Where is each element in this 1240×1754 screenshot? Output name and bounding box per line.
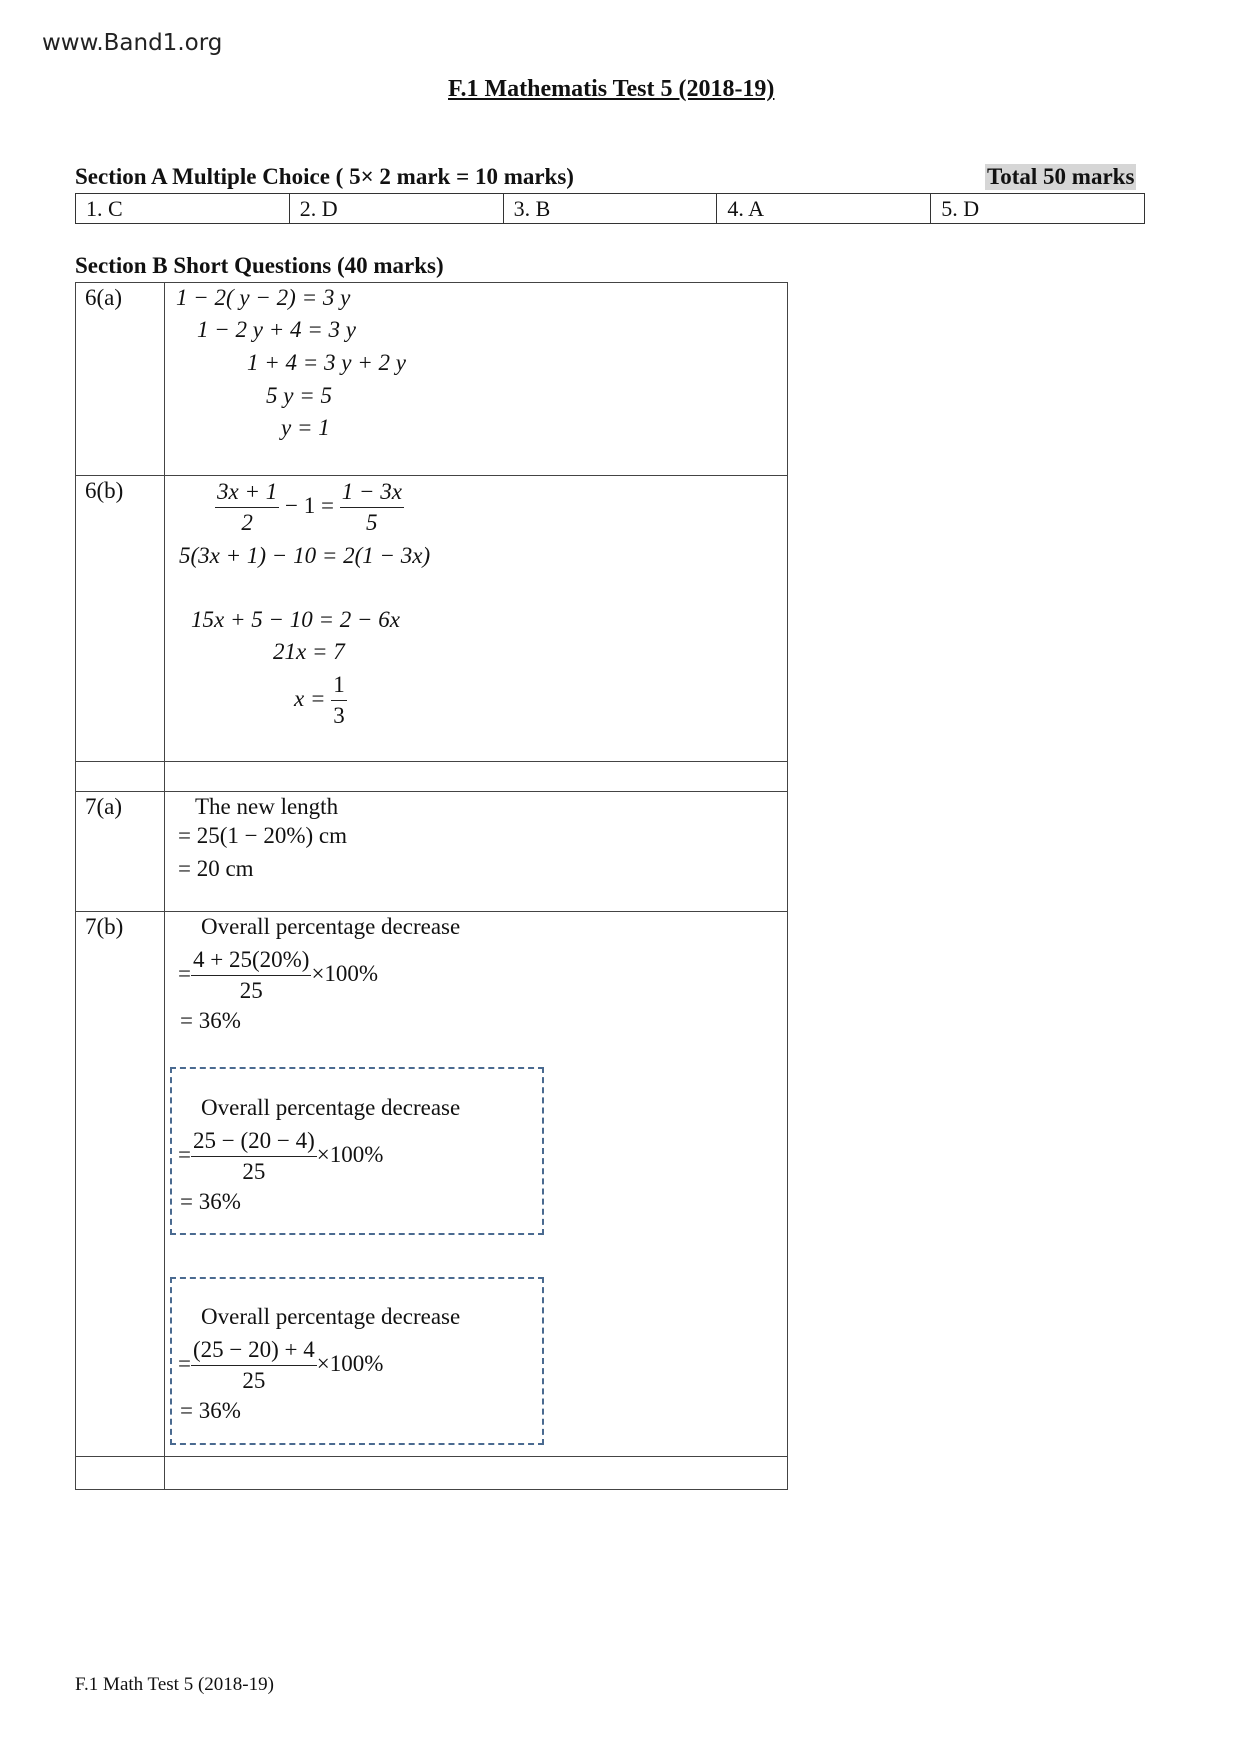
footer: F.1 Math Test 5 (2018-19) bbox=[75, 1674, 274, 1695]
mc-answer-table bbox=[75, 193, 1145, 224]
fraction-equation bbox=[178, 1126, 383, 1187]
method-heading: Overall percentage decrease bbox=[201, 914, 461, 939]
equation-line bbox=[294, 670, 347, 731]
row-divider bbox=[75, 761, 788, 762]
equals-sign: = bbox=[178, 1350, 191, 1376]
equation-line: 1 − 2( y − 2) = 3 y bbox=[176, 285, 351, 310]
numerator: (25 − 20) + 4 bbox=[191, 1335, 317, 1366]
fraction-equation bbox=[215, 477, 404, 538]
page-title: F.1 Mathematis Test 5 (2018-19) bbox=[448, 76, 775, 102]
equation-line: 5(3x + 1) − 10 = 2(1 − 3x) bbox=[179, 543, 431, 568]
question-label: 7(b) bbox=[85, 914, 124, 939]
section-a-heading: Section A Multiple Choice ( 5× 2 mark = 10 marks) bbox=[75, 164, 574, 189]
row-divider bbox=[75, 911, 788, 912]
x-equals: x = bbox=[294, 685, 326, 711]
row-divider bbox=[75, 1456, 788, 1457]
total-marks: Total 50 marks bbox=[987, 164, 1135, 189]
numerator: 3x + 1 bbox=[215, 477, 279, 508]
equation-line: 1 − 2 y + 4 = 3 y bbox=[197, 317, 356, 342]
denominator: 25 bbox=[242, 1159, 266, 1184]
row-divider bbox=[75, 791, 788, 792]
numerator: 4 + 25(20%) bbox=[191, 945, 311, 976]
equation-line: 15x + 5 − 10 = 2 − 6x bbox=[191, 607, 400, 632]
operator: − 1 = bbox=[284, 492, 334, 518]
fraction-equation bbox=[178, 1335, 383, 1396]
mc-answer: 1. C bbox=[76, 194, 290, 224]
numerator: 25 − (20 − 4) bbox=[191, 1126, 317, 1157]
denominator: 5 bbox=[366, 510, 378, 535]
denominator: 2 bbox=[241, 510, 253, 535]
equation-line: 21x = 7 bbox=[273, 639, 345, 664]
denominator: 25 bbox=[239, 978, 263, 1003]
mc-answer: 3. B bbox=[503, 194, 717, 224]
question-label: 6(b) bbox=[85, 478, 124, 503]
method-heading: Overall percentage decrease bbox=[201, 1095, 461, 1120]
question-label: 7(a) bbox=[85, 794, 123, 819]
equation-line: y = 1 bbox=[281, 415, 330, 440]
equals-sign: = bbox=[178, 960, 191, 986]
denominator: 3 bbox=[333, 703, 345, 728]
table-divider bbox=[164, 282, 165, 1490]
equation-line: 5 y = 5 bbox=[266, 383, 332, 408]
watermark: www.Band1.org bbox=[42, 30, 223, 56]
answer-line: The new length bbox=[195, 794, 339, 819]
denominator: 25 bbox=[242, 1368, 266, 1393]
question-label: 6(a) bbox=[85, 285, 123, 310]
numerator: 1 bbox=[331, 670, 347, 701]
times-100-percent: ×100% bbox=[311, 960, 379, 986]
equation-line: 1 + 4 = 3 y + 2 y bbox=[247, 350, 406, 375]
times-100-percent: ×100% bbox=[316, 1350, 384, 1376]
times-100-percent: ×100% bbox=[316, 1141, 384, 1167]
method-heading: Overall percentage decrease bbox=[201, 1304, 461, 1329]
answer-line: = 20 cm bbox=[178, 856, 254, 881]
row-divider bbox=[75, 475, 788, 476]
fraction-equation bbox=[178, 945, 378, 1006]
mc-answer: 5. D bbox=[931, 194, 1145, 224]
section-b-heading: Section B Short Questions (40 marks) bbox=[75, 253, 444, 278]
result-line: = 36% bbox=[180, 1008, 241, 1033]
numerator: 1 − 3x bbox=[340, 477, 404, 508]
mc-answer: 4. A bbox=[717, 194, 931, 224]
mc-answer: 2. D bbox=[289, 194, 503, 224]
result-line: = 36% bbox=[180, 1189, 241, 1214]
equals-sign: = bbox=[178, 1141, 191, 1167]
result-line: = 36% bbox=[180, 1398, 241, 1423]
answer-line: = 25(1 − 20%) cm bbox=[178, 823, 348, 848]
